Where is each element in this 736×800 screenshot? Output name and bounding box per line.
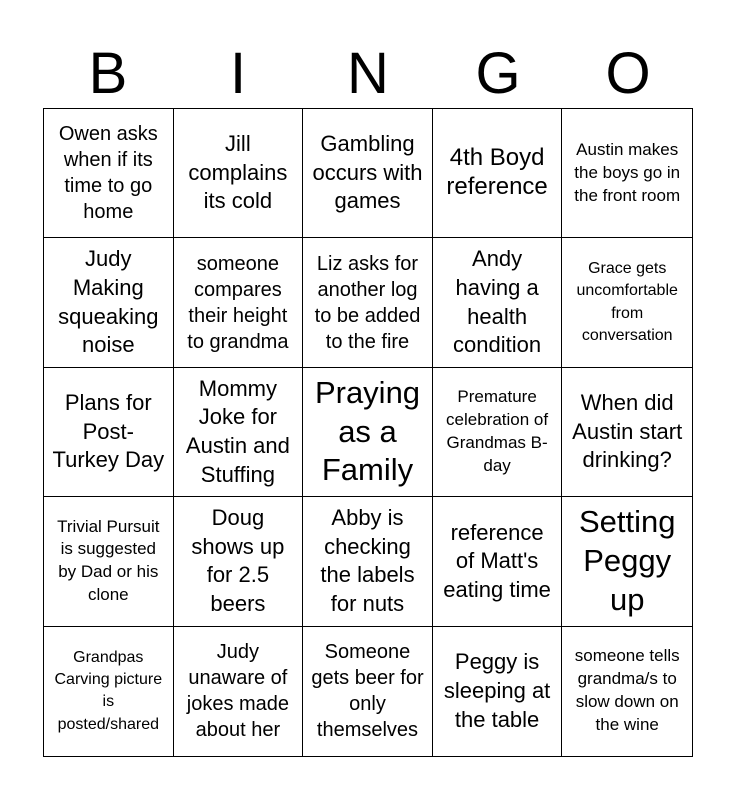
bingo-board — [43, 108, 693, 757]
bingo-cell-r1c1[interactable]: Owen asks when if its time to go home — [44, 109, 174, 238]
header-letter-n: N — [347, 41, 389, 106]
bingo-cell-r1c2[interactable]: Jill complains its cold — [174, 109, 304, 238]
bingo-cell-r4c4[interactable]: reference of Matt's eating time — [433, 497, 563, 626]
header-letter-i: I — [229, 41, 247, 106]
bingo-cell-r3c1[interactable]: Plans for Post-Turkey Day — [44, 368, 174, 497]
bingo-cell-r2c2[interactable]: someone compares their height to grandma — [174, 238, 304, 367]
bingo-cell-r1c3[interactable]: Gambling occurs with games — [303, 109, 433, 238]
bingo-cell-r4c3[interactable]: Abby is checking the labels for nuts — [303, 497, 433, 626]
header-letter-g: G — [475, 41, 521, 106]
bingo-cell-r4c5[interactable]: Setting Peggy up — [562, 497, 692, 626]
bingo-cell-r2c1[interactable]: Judy Making squeaking noise — [44, 238, 174, 367]
bingo-cell-r1c5[interactable]: Austin makes the boys go in the front room — [562, 109, 692, 238]
bingo-cell-r2c5[interactable]: Grace gets uncomfortable from conversation — [562, 238, 692, 367]
bingo-cell-r5c2[interactable]: Judy unaware of jokes made about her — [174, 627, 304, 756]
bingo-cell-r4c2[interactable]: Doug shows up for 2.5 beers — [174, 497, 304, 626]
bingo-cell-r5c1[interactable]: Grandpas Carving picture is posted/shared — [44, 627, 174, 756]
bingo-cell-r5c4[interactable]: Peggy is sleeping at the table — [433, 627, 563, 756]
bingo-cell-r3c5[interactable]: When did Austin start drinking? — [562, 368, 692, 497]
bingo-cell-r2c3[interactable]: Liz asks for another log to be added to the fire — [303, 238, 433, 367]
bingo-cell-r3c4[interactable]: Premature celebration of Grandmas B-day — [433, 368, 563, 497]
header-letter-b: B — [88, 41, 128, 106]
header-letter-o: O — [605, 41, 651, 106]
bingo-cell-r1c4[interactable]: 4th Boyd reference — [433, 109, 563, 238]
bingo-cell-r3c2[interactable]: Mommy Joke for Austin and Stuffing — [174, 368, 304, 497]
bingo-cell-r4c1[interactable]: Trivial Pursuit is suggested by Dad or his clone — [44, 497, 174, 626]
bingo-cell-r3c3[interactable]: Praying as a Family — [303, 368, 433, 497]
bingo-cell-r5c3[interactable]: Someone gets beer for only themselves — [303, 627, 433, 756]
bingo-header — [43, 42, 693, 106]
bingo-cell-r5c5[interactable]: someone tells grandma/s to slow down on the wine — [574, 646, 680, 735]
bingo-cell-r2c4[interactable]: Andy having a health condition — [433, 238, 563, 367]
